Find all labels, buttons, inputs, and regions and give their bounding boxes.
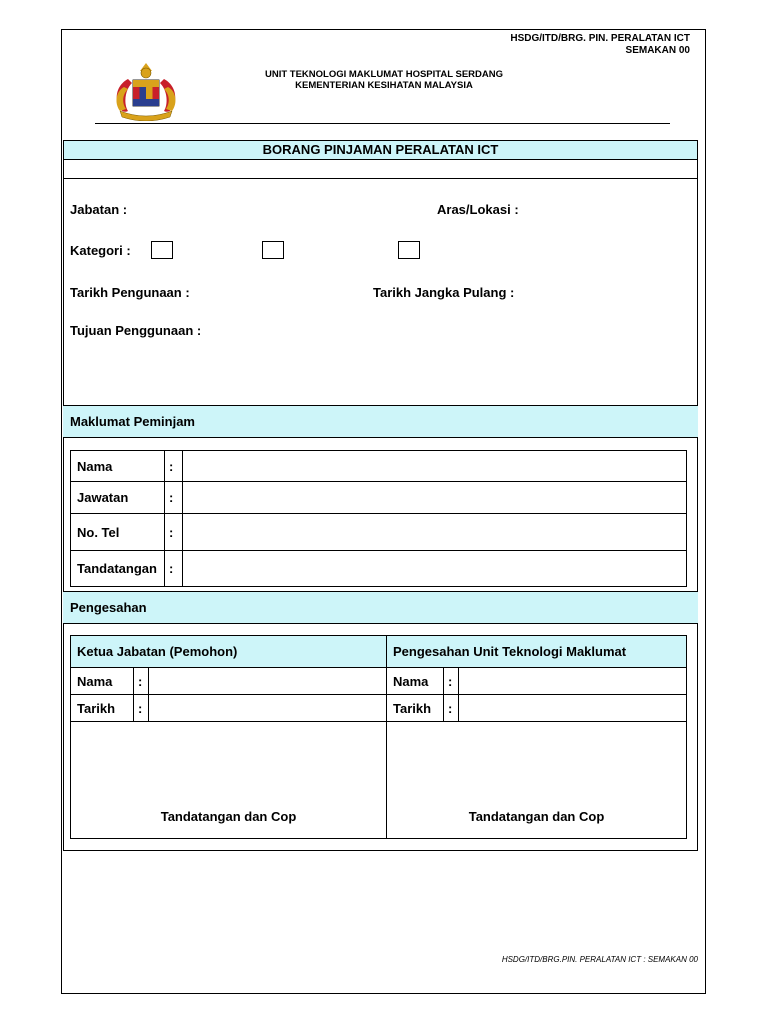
pengesahan-nama-row <box>71 668 687 695</box>
nama-field[interactable] <box>183 451 687 482</box>
left-signature-area[interactable] <box>71 722 387 839</box>
pengesahan-heading: Pengesahan <box>63 591 698 624</box>
right-signature-area[interactable] <box>387 722 687 839</box>
jabatan-label: Jabatan : <box>70 202 128 217</box>
pengesahan-sign-row <box>71 722 687 839</box>
kategori-label: Kategori : <box>70 243 131 258</box>
right-signature-label: Tandatangan dan Cop <box>468 809 605 824</box>
doc-code-line1: HSDG/ITD/BRG. PIN. PERALATAN ICT <box>510 33 690 44</box>
separator: : <box>165 451 183 482</box>
tandatangan-label: Tandatangan <box>71 551 165 587</box>
peminjam-row-jawatan <box>71 482 687 514</box>
pengesahan-tarikh-row <box>71 695 687 722</box>
separator: : <box>444 695 459 722</box>
doc-code-line2: SEMAKAN 00 <box>625 45 690 56</box>
kategori-checkbox-3[interactable] <box>398 241 420 259</box>
no-tel-field[interactable] <box>183 514 687 551</box>
pengesahan-header-row <box>71 636 687 668</box>
pengesahan-unit-heading: Pengesahan Unit Teknologi Maklumat <box>387 636 687 668</box>
left-nama-label: Nama <box>71 668 134 695</box>
tarikh-jangka-pulang-label: Tarikh Jangka Pulang : <box>373 285 515 300</box>
header-divider <box>95 123 670 124</box>
right-nama-field[interactable] <box>459 668 687 695</box>
title-spacer-row <box>63 159 698 179</box>
document-code <box>510 33 690 57</box>
left-tarikh-label: Tarikh <box>71 695 134 722</box>
jawatan-field[interactable] <box>183 482 687 514</box>
right-tarikh-label: Tarikh <box>387 695 444 722</box>
tarikh-pengunaan-label: Tarikh Pengunaan : <box>70 285 190 300</box>
separator: : <box>165 514 183 551</box>
tujuan-penggunaan-label: Tujuan Penggunaan : <box>70 323 202 338</box>
separator: : <box>165 482 183 514</box>
separator: : <box>134 668 149 695</box>
peminjam-row-tandatangan <box>71 551 687 587</box>
peminjam-row-no-tel <box>71 514 687 551</box>
separator: : <box>134 695 149 722</box>
jawatan-label: Jawatan <box>71 482 165 514</box>
kategori-checkbox-1[interactable] <box>151 241 173 259</box>
separator: : <box>165 551 183 587</box>
pengesahan-table <box>70 635 687 839</box>
peminjam-row-nama <box>71 451 687 482</box>
maklumat-peminjam-heading: Maklumat Peminjam <box>63 405 698 438</box>
footer-document-code: HSDG/ITD/BRG.PIN. PERALATAN ICT : SEMAKAN 00 <box>501 955 698 964</box>
right-nama-label: Nama <box>387 668 444 695</box>
nama-label: Nama <box>71 451 165 482</box>
ketua-jabatan-heading: Ketua Jabatan (Pemohon) <box>71 636 387 668</box>
left-signature-label: Tandatangan dan Cop <box>160 809 297 824</box>
left-nama-field[interactable] <box>149 668 387 695</box>
kategori-checkbox-2[interactable] <box>262 241 284 259</box>
separator: : <box>444 668 459 695</box>
no-tel-label: No. Tel <box>71 514 165 551</box>
aras-lokasi-label: Aras/Lokasi : <box>437 202 519 217</box>
right-tarikh-field[interactable] <box>459 695 687 722</box>
peminjam-table <box>70 450 687 587</box>
org-line2: KEMENTERIAN KESIHATAN MALAYSIA <box>295 80 473 91</box>
form-title: BORANG PINJAMAN PERALATAN ICT <box>63 140 698 160</box>
left-tarikh-field[interactable] <box>149 695 387 722</box>
org-line1: UNIT TEKNOLOGI MAKLUMAT HOSPITAL SERDANG <box>264 69 504 80</box>
tandatangan-field[interactable] <box>183 551 687 587</box>
